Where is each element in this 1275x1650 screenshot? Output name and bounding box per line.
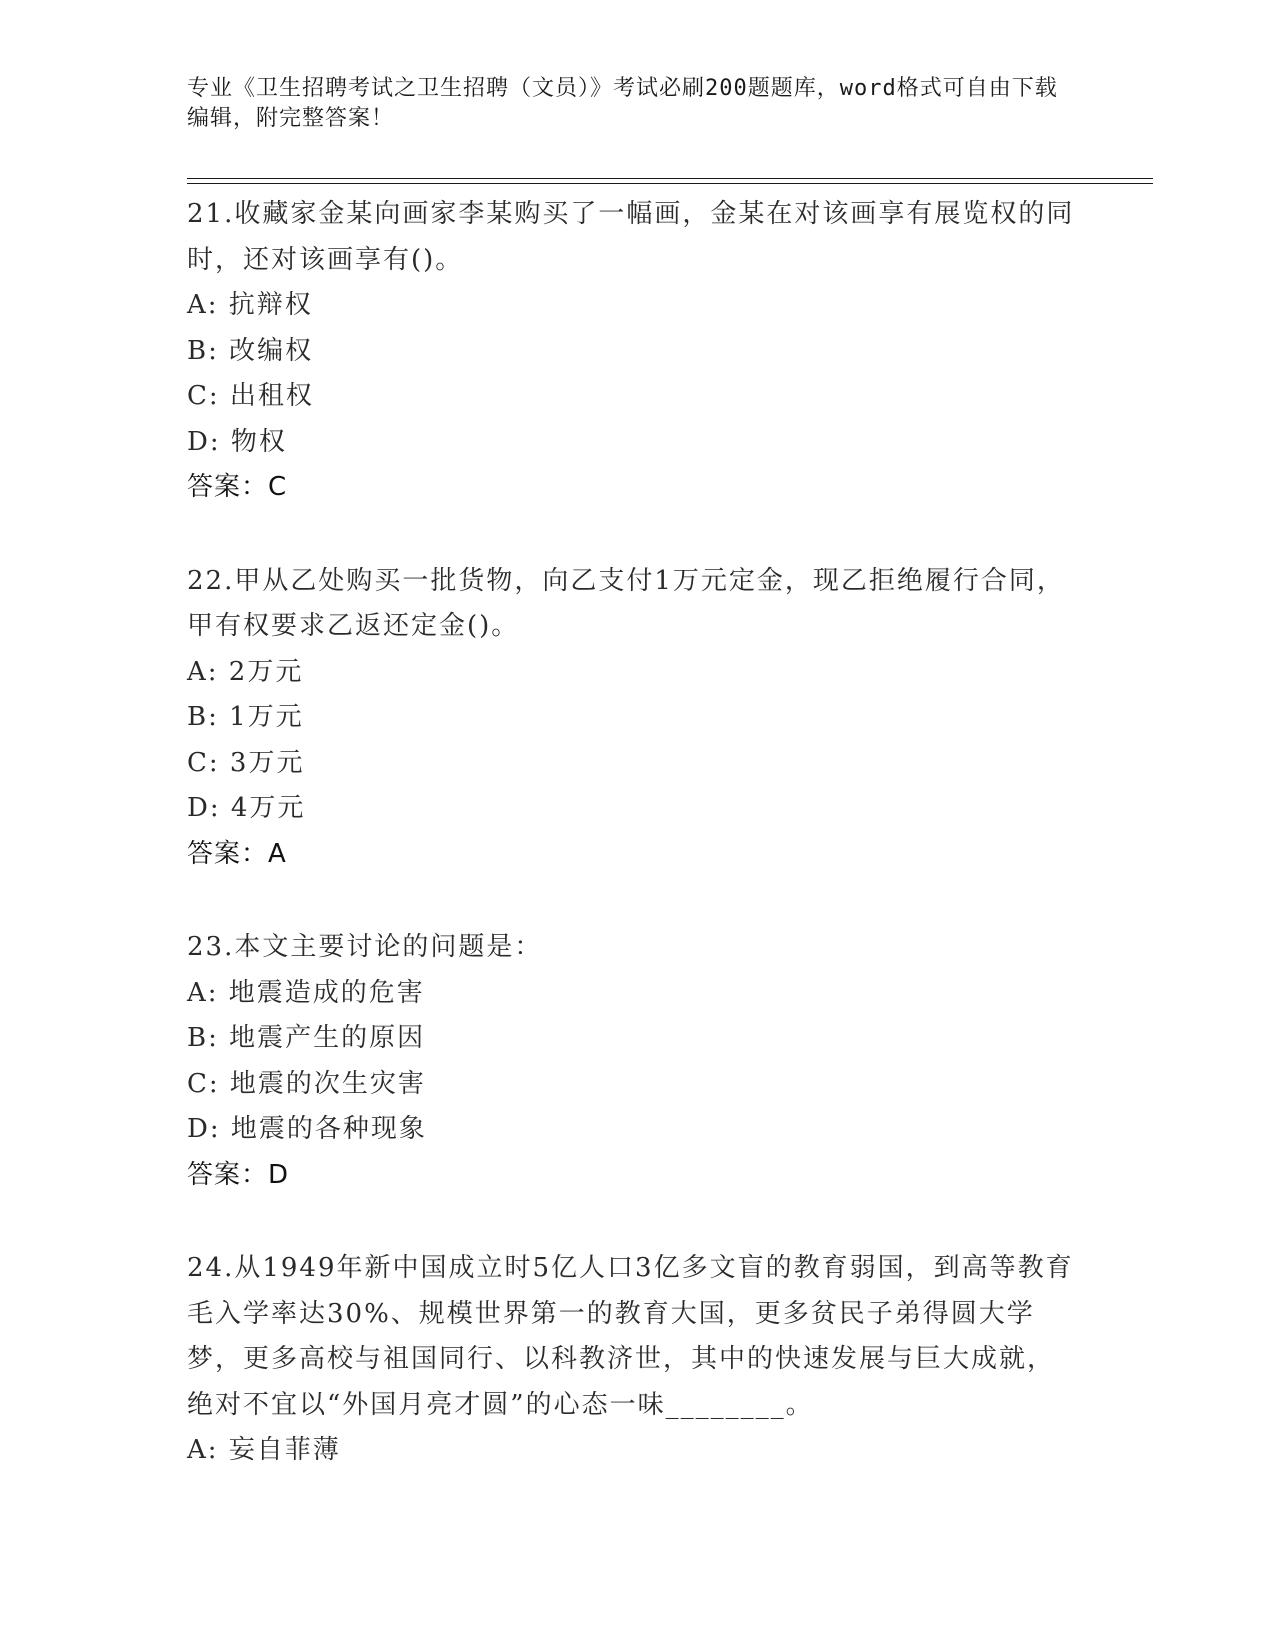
question-stem: 22.甲从乙处购买一批货物，向乙支付1万元定金，现乙拒绝履行合同，甲有权要求乙返还定金()。 xyxy=(187,565,1065,641)
question-block xyxy=(187,1243,1077,1474)
question-answer: 答案：A xyxy=(187,838,287,869)
question-option-b: B: 改编权 xyxy=(187,335,314,366)
question-stem: 21.收藏家金某向画家李某购买了一幅画，金某在对该画享有展览权的同时，还对该画享有()。 xyxy=(187,199,1075,275)
question-option-a: A: 抗辩权 xyxy=(187,290,313,320)
question-answer: 答案：C xyxy=(187,472,288,502)
question-option-d: D: 4万元 xyxy=(187,793,306,823)
question-stem: 24.从1949年新中国成立时5亿人口3亿多文盲的教育弱国，到高等教育毛入学率达30%、规模世界第一的教育大国，更多贫民子弟得圆大学梦，更多高校与祖国同行、以科教济世，其中的快速发展与巨大成就，绝对不宜以“外国月亮才圆”的心态一味________。 xyxy=(187,1253,1074,1420)
question-option-b: B: 地震产生的原因 xyxy=(187,1023,426,1053)
question-option-c: C: 3万元 xyxy=(187,747,305,778)
question-option-c: C: 地震的次生灾害 xyxy=(187,1068,426,1099)
header-divider-secondary xyxy=(187,183,1153,184)
question-option-a: A: 地震造成的危害 xyxy=(187,977,425,1008)
question-option-a: A: 2万元 xyxy=(187,656,304,687)
question-stem: 23.本文主要讨论的问题是： xyxy=(187,932,543,962)
header-divider xyxy=(187,178,1153,179)
question-block xyxy=(187,556,1077,878)
question-option-c: C: 出租权 xyxy=(187,381,314,411)
question-block xyxy=(187,189,1077,511)
document-header: 专业《卫生招聘考试之卫生招聘（文员）》考试必刷200题题库，word格式可自由下载编辑，附完整答案！ xyxy=(187,76,1058,131)
question-option-b: B: 1万元 xyxy=(187,702,304,732)
question-list xyxy=(187,189,1077,1474)
question-answer: 答案：D xyxy=(187,1159,290,1190)
question-block xyxy=(187,922,1077,1198)
question-option-a: A: 妄自菲薄 xyxy=(187,1435,341,1465)
question-option-d: D: 物权 xyxy=(187,426,287,457)
question-option-d: D: 地震的各种现象 xyxy=(187,1114,427,1144)
